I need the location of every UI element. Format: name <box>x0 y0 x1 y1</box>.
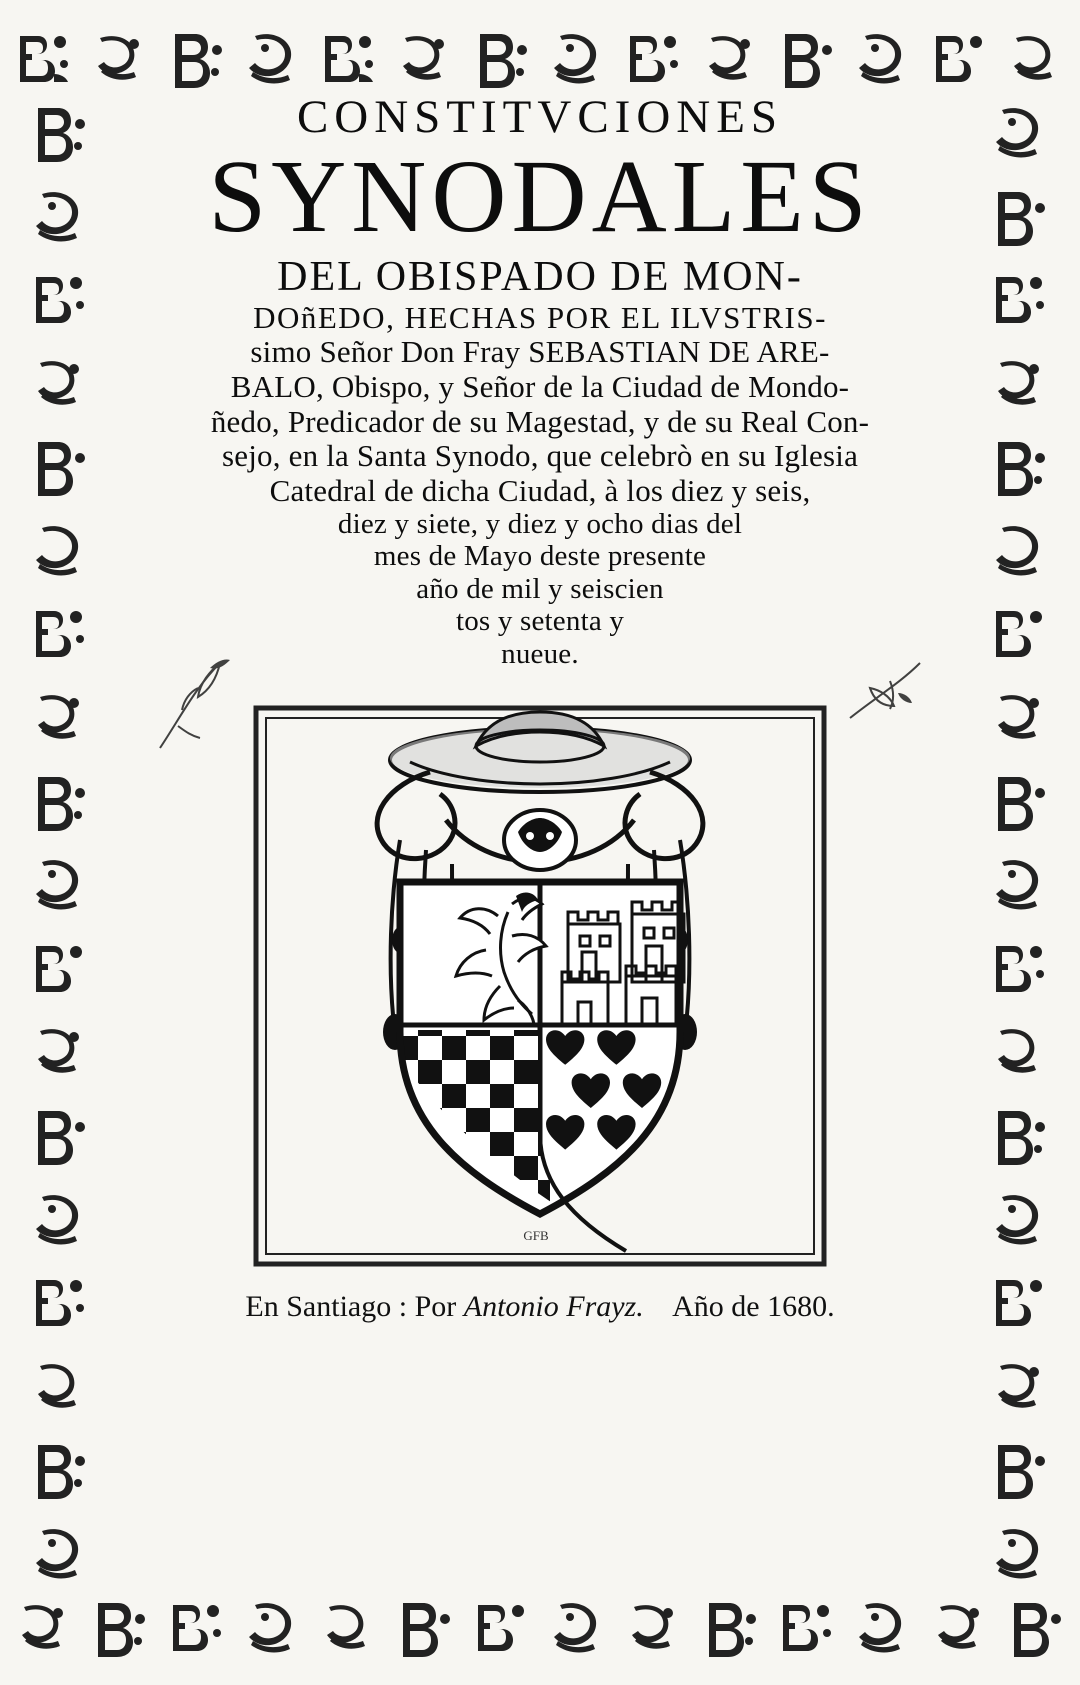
ornament-icon <box>30 854 90 914</box>
ornament-icon <box>990 1356 1050 1416</box>
imprint-printer-label: Por <box>414 1290 457 1323</box>
ornament-icon <box>90 1597 150 1657</box>
ornament-icon <box>472 28 532 88</box>
ornament-icon <box>990 186 1050 246</box>
ornament-icon <box>30 269 90 329</box>
ornament-icon <box>30 186 90 246</box>
title-line-5: simo Señor Don Fray SEBASTIAN DE ARE- <box>250 334 830 370</box>
title-line-12: año de mil y seiscien <box>416 572 664 605</box>
border-right-column <box>974 102 1066 1583</box>
ornament-icon <box>30 687 90 747</box>
ornament-icon <box>990 603 1050 663</box>
title-line-9: Catedral de dicha Ciudad, à los diez y seis, <box>269 472 811 508</box>
ornament-icon <box>30 771 90 831</box>
ornament-icon <box>990 771 1050 831</box>
ornament-icon <box>701 28 761 88</box>
ornament-icon <box>990 436 1050 496</box>
title-line-11: mes de Mayo deste presente <box>373 540 707 573</box>
imprint-place: En Santiago : <box>245 1290 408 1323</box>
ornament-icon <box>624 28 684 88</box>
ornament-icon <box>990 269 1050 329</box>
ornament-icon <box>30 1189 90 1249</box>
ornament-icon <box>14 1597 74 1657</box>
ornament-icon <box>548 28 608 88</box>
ornament-icon <box>930 28 990 88</box>
title-line-4: DOñEDO, HECHAS POR EL ILVSTRIS- <box>253 299 827 335</box>
imprint-line <box>0 1290 1080 1324</box>
ornament-icon <box>1006 28 1066 88</box>
title-line-constituciones: CONSTITVCIONES <box>296 91 784 143</box>
title-line-13: tos y setenta y <box>455 605 625 638</box>
ornament-icon <box>30 1105 90 1165</box>
imprint-year: 1680. <box>767 1290 835 1323</box>
svg-text:GFB: GFB <box>523 1228 549 1243</box>
ornament-icon <box>14 28 74 88</box>
title-line-10: diez y siete, y diez y ocho dias del <box>337 507 743 540</box>
ornament-icon <box>701 1597 761 1657</box>
ornament-icon <box>167 28 227 88</box>
title-line-obispado: DEL OBISPADO DE MON- <box>277 254 803 301</box>
ornament-icon <box>243 28 303 88</box>
ornament-icon <box>395 1597 455 1657</box>
ornament-icon <box>30 938 90 998</box>
ornament-icon <box>548 1597 608 1657</box>
ornament-icon <box>624 1597 684 1657</box>
title-line-6: BALO, Obispo, y Señor de la Ciudad de Mondo- <box>230 369 850 405</box>
ornament-icon <box>990 520 1050 580</box>
ornament-icon <box>243 1597 303 1657</box>
ornament-icon <box>30 1356 90 1416</box>
ornament-icon <box>853 28 913 88</box>
ornament-icon <box>395 28 455 88</box>
title-line-14: nueue. <box>501 637 579 670</box>
ornament-icon <box>30 1021 90 1081</box>
ornament-icon <box>30 603 90 663</box>
ornament-icon <box>777 28 837 88</box>
border-left-column <box>14 102 106 1583</box>
imprint-year-label: Año de <box>672 1290 760 1323</box>
ornament-icon <box>319 28 379 88</box>
imprint-printer: Antonio Frayz. <box>463 1290 644 1323</box>
bishop-coat-of-arms <box>250 700 830 1275</box>
ornament-icon <box>30 1523 90 1583</box>
ornament-icon <box>853 1597 913 1657</box>
ornament-icon <box>990 1105 1050 1165</box>
ornament-icon <box>1006 1597 1066 1657</box>
ornament-icon <box>167 1597 227 1657</box>
ornament-icon <box>990 854 1050 914</box>
ornament-icon <box>990 1189 1050 1249</box>
ornament-icon <box>990 1439 1050 1499</box>
ornament-icon <box>990 102 1050 162</box>
ornament-icon <box>30 1439 90 1499</box>
ornament-icon <box>990 1021 1050 1081</box>
title-line-7: ñedo, Predicador de su Magestad, y de su Real Con- <box>210 403 870 439</box>
ornament-icon <box>30 436 90 496</box>
ornament-icon <box>90 28 150 88</box>
ornament-icon <box>30 353 90 413</box>
ornament-icon <box>777 1597 837 1657</box>
ornament-icon <box>990 353 1050 413</box>
ornament-icon <box>30 520 90 580</box>
ornament-icon <box>472 1597 532 1657</box>
ornament-icon <box>990 687 1050 747</box>
ornament-icon <box>30 102 90 162</box>
ornament-icon <box>990 1523 1050 1583</box>
title-line-synodales: SYNODALES <box>208 138 872 254</box>
ornament-icon <box>319 1597 379 1657</box>
ornament-icon <box>930 1597 990 1657</box>
ornament-icon <box>990 938 1050 998</box>
title-line-8: sejo, en la Santa Synodo, que celebrò en su Iglesia <box>221 438 859 474</box>
